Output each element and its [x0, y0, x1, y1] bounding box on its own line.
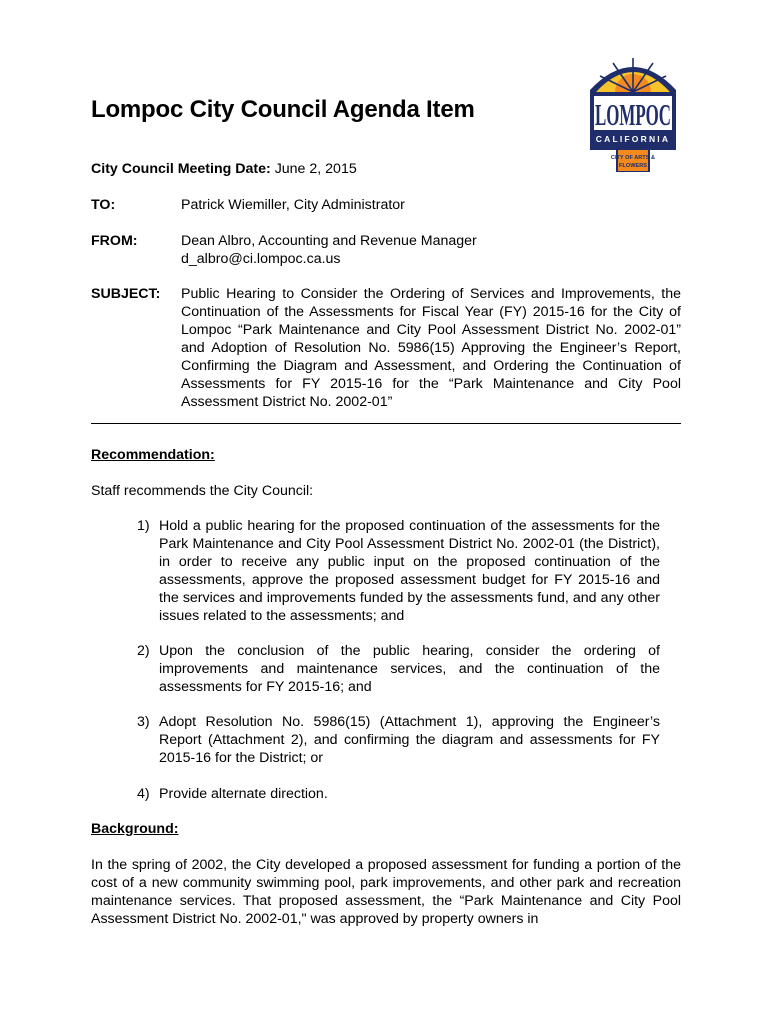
- to-value: Patrick Wiemiller, City Administrator: [181, 197, 405, 213]
- logo-tagline-2: FLOWERS: [619, 163, 647, 169]
- logo-tagline-1: CITY OF ARTS &: [610, 155, 656, 161]
- recommendation-intro: Staff recommends the City Council:: [91, 483, 314, 499]
- background-heading: Background:: [91, 821, 179, 837]
- lompoc-seal-graphic: [588, 50, 678, 175]
- subject-text: Public Hearing to Consider the Ordering of Services and Improvements, the Continuation of the Assessments for Fiscal Year (FY) 2015-16 for the City of Lompoc “Park Maintenance and City Pool Assessment District No. 2002-01” and Adoption of Resolution No. 5986(15) Approving the Engineer’s Report, Confirming the Diagram and Assessment, and Ordering the Continuation of Assessments for FY 2015-16 for the “Park Maintenance and City Pool Assessment District No. 2002-01”: [181, 286, 681, 410]
- list-item-text: Upon the conclusion of the public hearing, consider the ordering of improvements and maintenance services, and the continuation of the assessments for FY 2015-16; and: [159, 643, 660, 695]
- recommendation-heading: Recommendation:: [91, 447, 215, 463]
- to-label: TO:: [91, 197, 116, 213]
- meeting-date-line: [91, 160, 357, 178]
- logo-wordmark: LOMPOC: [595, 97, 671, 132]
- list-item-number: 4): [137, 786, 150, 802]
- city-logo: [588, 50, 678, 175]
- meeting-date-label: City Council Meeting Date:: [91, 161, 271, 177]
- from-email: d_albro@ci.lompoc.ca.us: [181, 251, 341, 267]
- list-item-number: 3): [137, 714, 150, 730]
- subject-label: SUBJECT:: [91, 286, 161, 302]
- from-value: Dean Albro, Accounting and Revenue Manager: [181, 233, 477, 249]
- list-item-text: Provide alternate direction.: [159, 786, 328, 802]
- list-item-number: 2): [137, 643, 150, 659]
- background-text: In the spring of 2002, the City developed a proposed assessment for funding a portion of the cost of a new community swimming pool, park improvements, and other park and recreation maintenance services. That proposed assessment, the “Park Maintenance and City Pool Assessment District No. 2002-01," was approved by property owners in: [91, 857, 681, 927]
- divider: [91, 423, 681, 424]
- list-item-text: Adopt Resolution No. 5986(15) (Attachment 1), approving the Engineer’s Report (Attachment 2), and confirming the diagram and assessments for FY 2015-16 for the District; or: [159, 714, 660, 766]
- list-item-text: Hold a public hearing for the proposed continuation of the assessments for the Park Maintenance and City Pool Assessment District No. 2002-01 (the District), in order to receive any public input on the proposed continuation of the assessments, approve the proposed assessment budget for FY 2015-16 and the services and improvements funded by the assessments fund, and any other issues related to the assessments; and: [159, 518, 660, 624]
- meeting-date-value: June 2, 2015: [274, 161, 357, 177]
- list-item-number: 1): [137, 518, 150, 534]
- page-title: Lompoc City Council Agenda Item: [91, 96, 475, 123]
- logo-state: CALIFORNIA: [595, 134, 671, 144]
- from-label: FROM:: [91, 233, 138, 249]
